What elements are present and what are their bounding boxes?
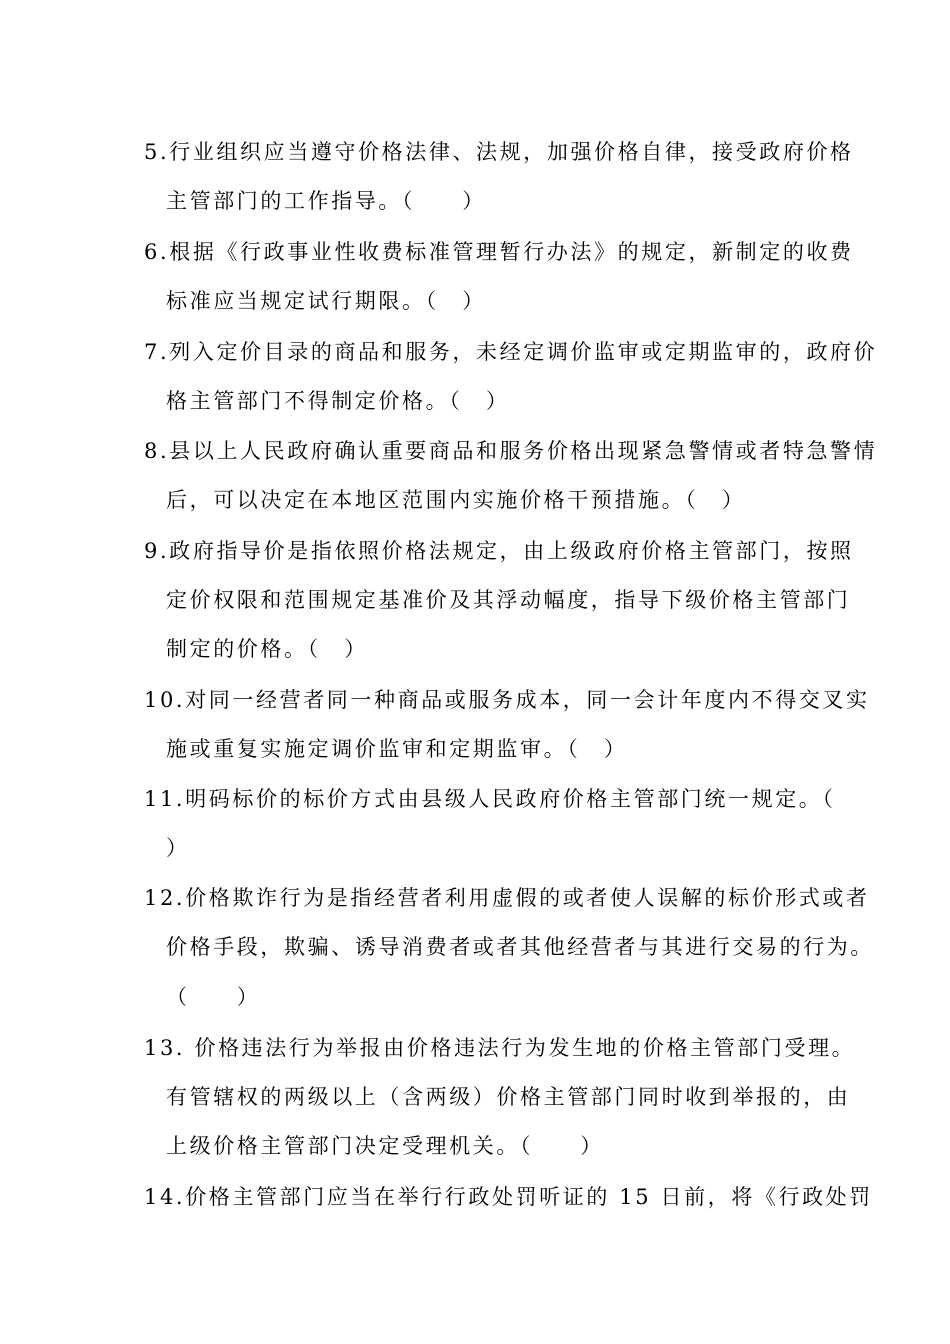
question-13-number: 13. <box>144 1036 186 1060</box>
question-13-line-1 <box>144 1034 855 1062</box>
question-6-number: 6. <box>144 240 170 264</box>
question-8-text: 县以上人民政府确认重要商品和服务价格出现紧急警情或者特急警情 <box>169 439 878 463</box>
question-5-number: 5. <box>144 140 170 164</box>
question-9-line-1 <box>144 537 854 565</box>
question-9-line-2: 定价权限和范围规定基准价及其浮动幅度，指导下级价格主管部门 <box>166 588 851 612</box>
question-9-text: 政府指导价是指依照价格法规定，由上级政府价格主管部门，按照 <box>169 539 854 563</box>
question-10-line-2: 施或重复实施定调价监审和定期监审。（ ） <box>166 737 628 761</box>
question-8-line-1 <box>144 437 877 465</box>
question-5-line-1 <box>144 138 854 166</box>
question-10-text: 对同一经营者同一种商品或服务成本，同一会计年度内不得交叉实 <box>185 688 870 712</box>
question-14-line-1 <box>144 1183 873 1211</box>
question-6-line-1 <box>144 238 854 266</box>
question-13-line-2: 有管辖权的两级以上（含两级）价格主管部门同时收到举报的，由 <box>166 1085 851 1109</box>
question-10-line-1 <box>144 686 870 714</box>
question-13-line-3: 上级价格主管部门决定受理机关。（ ） <box>166 1134 604 1158</box>
question-11-line-1 <box>144 785 836 813</box>
question-9-number: 9. <box>144 539 170 563</box>
question-5-text: 行业组织应当遵守价格法律、法规，加强价格自律，接受政府价格 <box>169 140 854 164</box>
question-6-line-2: 标准应当规定试行期限。（ ） <box>166 289 486 313</box>
question-8-line-2: 后，可以决定在本地区范围内实施价格干预措施。（ ） <box>166 488 746 512</box>
question-5-line-2: 主管部门的工作指导。（ ） <box>166 189 486 213</box>
question-11-number: 11. <box>144 787 186 811</box>
question-9-line-3: 制定的价格。（ ） <box>166 637 368 661</box>
question-13-text: 价格违法行为举报由价格违法行为发生地的价格主管部门受理。 <box>185 1036 856 1060</box>
question-7-number: 7. <box>144 340 170 364</box>
question-7-line-2: 格主管部门不得制定价格。（ ） <box>166 389 510 413</box>
question-10-number: 10. <box>144 688 186 712</box>
question-12-line-2: 价格手段，欺骗、诱导消费者或者其他经营者与其进行交易的行为。 <box>166 935 874 959</box>
question-11-line-2: ） <box>166 836 190 860</box>
question-14-text: 价格主管部门应当在举行行政处罚听证的 15 日前，将《行政处罚 <box>185 1185 873 1209</box>
question-7-line-1 <box>144 338 877 366</box>
question-12-text: 价格欺诈行为是指经营者利用虚假的或者使人误解的标价形式或者 <box>185 886 870 910</box>
question-7-text: 列入定价目录的商品和服务，未经定调价监审或定期监审的，政府价 <box>169 340 878 364</box>
question-12-line-3: （ ） <box>166 985 261 1009</box>
question-6-text: 根据《行政事业性收费标准管理暂行办法》的规定，新制定的收费 <box>169 240 854 264</box>
question-14-number: 14. <box>144 1185 186 1209</box>
question-12-line-1 <box>144 884 870 912</box>
question-12-number: 12. <box>144 886 186 910</box>
question-8-number: 8. <box>144 439 170 463</box>
question-11-text: 明码标价的标价方式由县级人民政府价格主管部门统一规定。（ <box>185 787 836 811</box>
